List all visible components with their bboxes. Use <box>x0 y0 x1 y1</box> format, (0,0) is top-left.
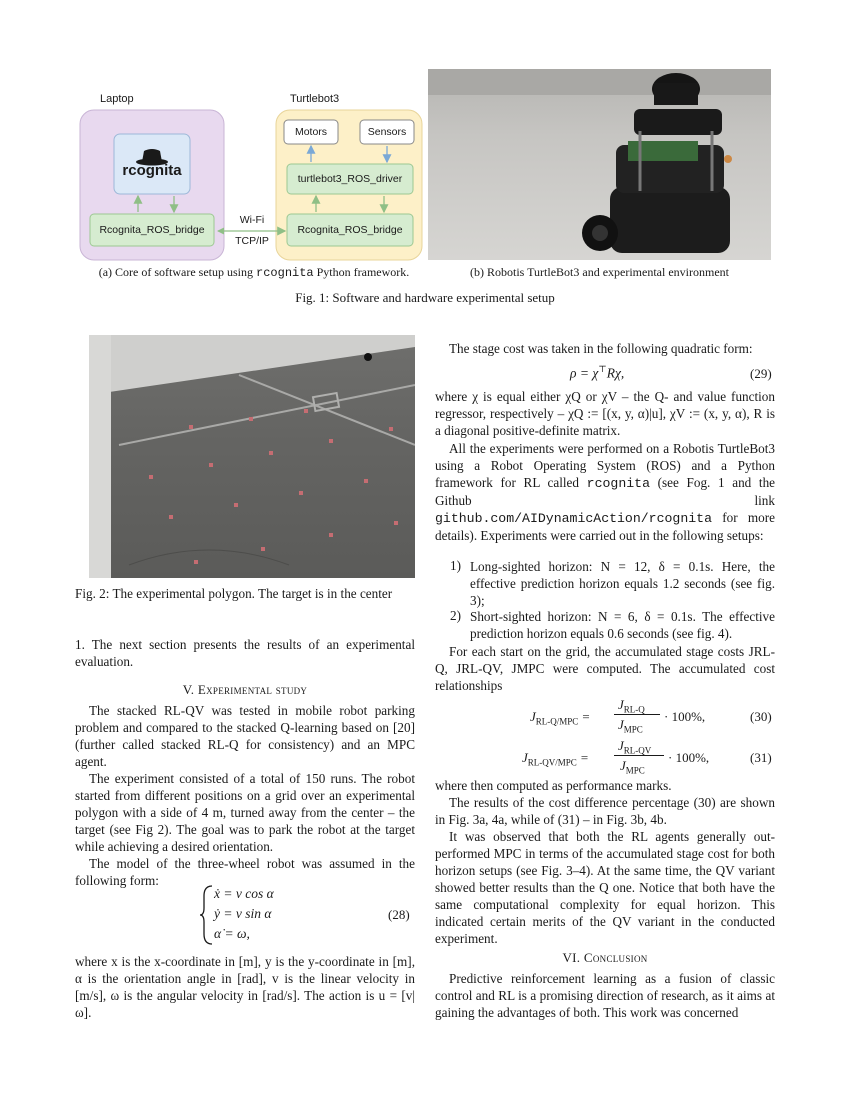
experimental-polygon-photo <box>89 335 415 578</box>
figure-2-caption: Fig. 2: The experimental polygon. The target is in the center <box>75 586 393 601</box>
right-para-5: where then computed as performance marks. <box>435 778 672 793</box>
figure-1a-diagram <box>78 90 426 262</box>
turtlebot-label: Turtlebot3 <box>290 93 340 105</box>
caption-a-pre: (a) Core of software setup using <box>98 265 257 279</box>
equation-28 <box>200 884 320 946</box>
list-item-1: Long-sighted horizon: N = 12, δ = 0.1s. Here, the effective prediction horizon equals 1.2 seconds (see fig. 3); <box>470 559 775 608</box>
link-wifi-label: Wi-Fi <box>239 214 265 226</box>
caption-a-post: Python framework. <box>313 265 410 279</box>
left-para-5: where x is the x-coordinate in [m], y is the y-coordinate in [m], α is the orientation angle in [rad], v is the linear velocity in [m/s], ω is the angular velocity in [rad/s]. The action is u = [v|ω]. <box>75 954 415 1020</box>
equation-30: $J_{RL-Q/MPC}$ = $J_{RL-Q}$ $J_{MPC}$ · 100%, <box>530 697 706 735</box>
rcognita-logo-text: rcognita <box>122 162 182 179</box>
laptop-bridge-label: Rcognita_ROS_bridge <box>99 224 205 236</box>
right-para-1: The stage cost was taken in the following quadratic form: <box>449 341 753 356</box>
right-para-3b: (see Fog. 1 and the Github link <box>435 475 776 508</box>
eq29-number: (29) <box>750 366 772 381</box>
list-item-1-number: 1) <box>450 558 461 573</box>
eq28-line3: α̇ = ω, <box>214 926 250 941</box>
link-tcpip-label: TCP/IP <box>235 235 269 247</box>
section-6-heading: VI. Conclusion <box>562 950 648 965</box>
section-5-heading: V. Experimental study <box>182 682 308 697</box>
turtlebot-photo <box>428 69 771 260</box>
right-para-2: where χ is equal either χQ or χV – the Q- and value function regressor, respectively – χQ := [(x, y, α)|u], χV := (x, y, α), R is a diagonal positive-definite matrix. <box>435 389 775 438</box>
figure-1a-caption <box>82 265 426 281</box>
right-para-8: Predictive reinforcement learning as a fusion of classic control and RL is a promising direction of research, as it aims at gaining the advantages of both. This work was concerned <box>435 971 775 1020</box>
left-para-3: The experiment consisted of a total of 150 runs. The robot started from different positions on a grid over an experimental polygon with a side of 4 m, turned away from the center – the target (see Fig 2). The goal was to park the robot at the target while achieving a desired orientation. <box>75 771 415 854</box>
driver-label: turtlebot3_ROS_driver <box>297 173 403 185</box>
motors-label: Motors <box>294 126 328 138</box>
rcognita-code: rcognita <box>586 476 650 491</box>
eq28-number: (28) <box>388 907 410 922</box>
eq30-number: (30) <box>750 709 772 724</box>
robot-bridge-label: Rcognita_ROS_bridge <box>297 224 403 236</box>
list-item-2: Short-sighted horizon: N = 6, δ = 0.1s. The effective prediction horizon equals 0.6 seconds (see fig. 4). <box>470 609 775 641</box>
eq31-number: (31) <box>750 750 772 765</box>
left-para-2: The stacked RL-QV was tested in mobile robot parking problem and compared to the stacked Q-learning based on [20] (further called stacked RL-Q for consistency) and an MPC agent. <box>75 703 415 769</box>
left-para-4: The model of the three-wheel robot was assumed in the following form: <box>75 856 415 888</box>
equation-29: ρ = χ⊤Rχ, <box>570 364 625 381</box>
right-para-4: For each start on the grid, the accumulated stage costs JRL-Q, JRL-QV, JMPC were computed. The accumulated cost relationships <box>435 644 775 693</box>
sensors-label: Sensors <box>367 126 407 138</box>
equation-31: $J_{RL-QV/MPC}$ = $J_{RL-QV}$ $J_{MPC}$ · 100%, <box>522 738 710 776</box>
eq28-line2: ẏ = v sin α <box>214 906 272 921</box>
list-item-2-number: 2) <box>450 608 461 623</box>
right-para-3c: for more details). Experiments were carried out in the following setups: <box>435 510 775 543</box>
figure-1-caption: Fig. 1: Software and hardware experimental setup <box>295 290 555 305</box>
laptop-label: Laptop <box>100 93 134 105</box>
eq28-line1: ẋ = v cos α <box>214 886 274 901</box>
caption-a-code: rcognita <box>256 266 314 280</box>
right-para-7: It was observed that both the RL agents generally out-performed MPC in terms of the accumulated stage cost for both horizon setups (see Fig. 3–4). At the same time, the QV variant showed better results than the Q one. Notice that both have the same computational complexity for equal horizon. This indicated certain merits of the QV variant in the conducted experiment. <box>435 829 775 946</box>
figure-1b-caption: (b) Robotis TurtleBot3 and experimental environment <box>470 265 729 279</box>
github-link[interactable]: github.com/AIDynamicAction/rcognita <box>435 511 712 526</box>
right-para-6: The results of the cost difference percentage (30) are shown in Fig. 3a, 4a, while of (31) – in Fig. 3b, 4b. <box>435 795 775 827</box>
right-para-3 <box>435 440 775 544</box>
left-para-1: 1. The next section presents the results of an experimental evaluation. <box>75 637 415 669</box>
right-para-3a: All the experiments were performed on a Robotis TurtleBot3 using a Robot Operating System (ROS) and a Python framework for RL called <box>435 441 775 490</box>
